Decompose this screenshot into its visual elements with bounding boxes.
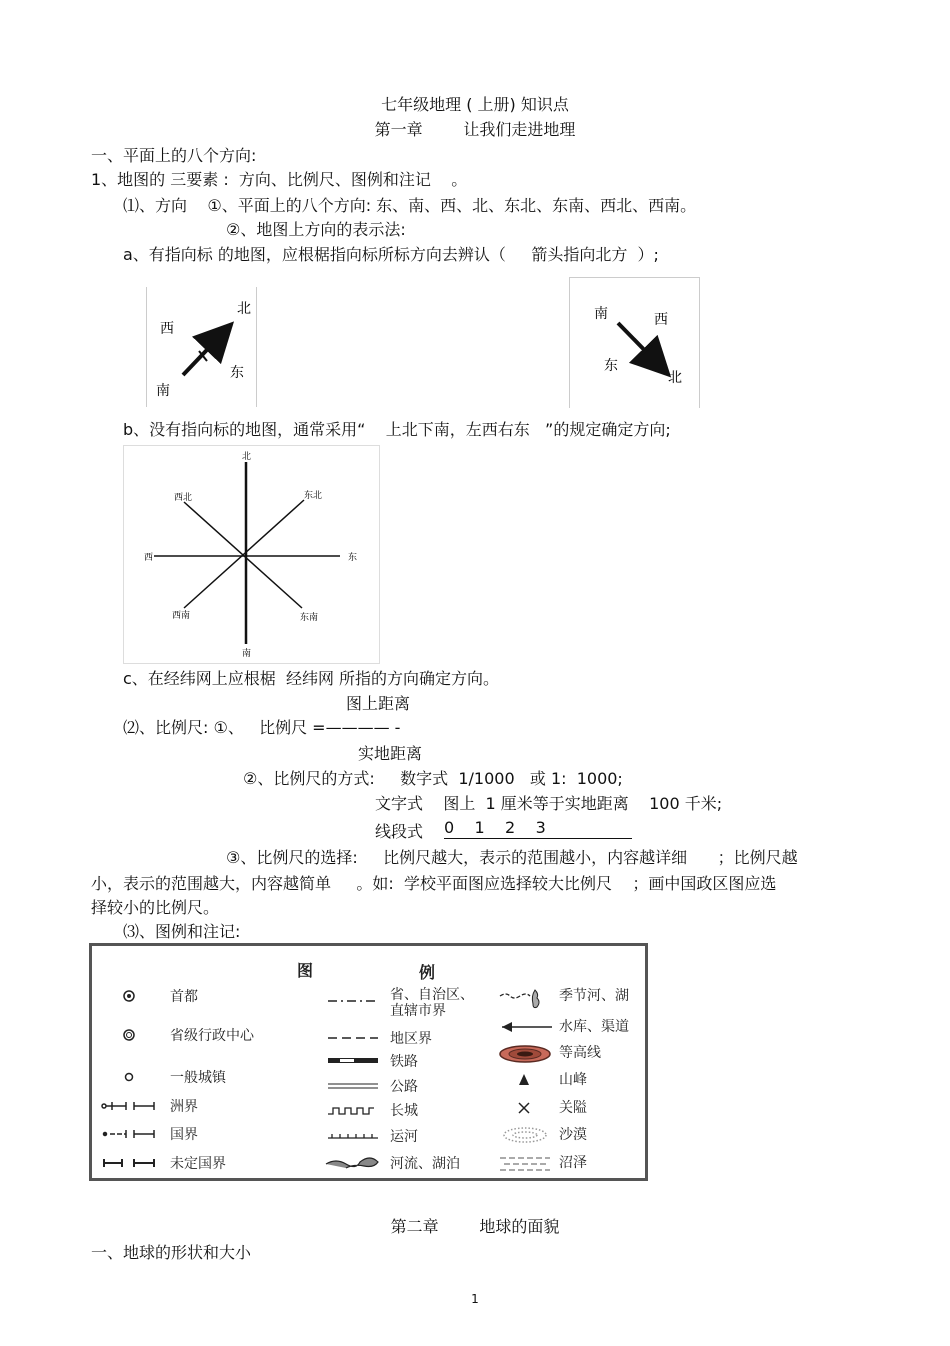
direction-line-2: ②、地图上方向的表示法: [226,220,406,239]
scale-selection-2: 小，表示的范围越大，内容越简单 。如: 学校平面图应选择较大比例尺 ；画中国政区图应选 [91,874,777,893]
map-legend [89,943,648,1181]
compass2-w: 西 [654,312,668,328]
rose-w: 西 [144,553,154,563]
legend-railway: 铁路 [390,1054,418,1070]
compass1-s: 南 [156,383,170,399]
legend-district-border: 地区界 [390,1031,432,1047]
compass1-w: 西 [160,321,174,337]
legend-town: 一般城镇 [170,1070,226,1086]
rose-nw: 西北 [174,493,193,503]
legend-seasonal-river: 季节河、湖 [559,988,629,1004]
legend-contour: 等高线 [559,1045,601,1061]
scale-bar: 0 1 2 3 [444,818,632,839]
legend-great-wall: 长城 [390,1103,418,1119]
compass-figure-2 [569,277,700,408]
legend-undetermined-border: 未定国界 [170,1156,226,1172]
rose-n: 北 [242,452,252,462]
legend-highway: 公路 [390,1079,418,1095]
legend-river-lake: 河流、湖泊 [390,1156,460,1172]
rose-sw: 西南 [172,611,191,621]
scale-form-text: 文字式 图上 1 厘米等于实地距离 100 千米; [375,794,723,813]
section1-heading: 一、平面上的八个方向: [91,146,257,165]
legend-capital: 首都 [170,989,198,1005]
legend-province-border: 省、自治区、 直辖市界 [390,987,474,1019]
rose-se: 东南 [300,613,319,623]
legend-peak: 山峰 [559,1072,587,1088]
direction-line-1: ⑴、方向 ①、平面上的八个方向: 东、南、西、北、东北、东南、西北、西南。 [123,196,697,215]
legend-desert: 沙漠 [559,1127,587,1143]
section2-heading: 一、地球的形状和大小 [91,1243,252,1262]
compass1-e: 东 [230,365,244,381]
direction-c: c、在经纬网上应根椐 经纬网 所指的方向确定方向。 [123,669,500,688]
rose-e: 东 [348,553,358,563]
scale-numerator: 图上距离 [346,694,411,713]
compass2-s: 南 [594,306,608,322]
direction-b: b、没有指向标的地图，通常采用“ 上北下南，左西右东 ”的规定确定方向; [123,420,671,439]
direction-a: a、有指向标 的地图，应根椐指向标所标方向去辨认（ 箭头指向北方 ）; [123,245,659,264]
scale-denominator: 实地距离 [358,744,423,763]
legend-canal: 运河 [390,1129,418,1145]
legend-swamp: 沼泽 [559,1155,587,1171]
rose-ne: 东北 [304,491,323,501]
chapter2-heading: 第二章 地球的面貌 [390,1217,560,1236]
compass1-n: 北 [237,301,251,317]
legend-reservoir: 水库、渠道 [559,1019,629,1035]
chapter1-heading: 第一章 让我们走进地理 [374,120,576,139]
scale-form-line-label: 线段式 [375,822,424,841]
scale-form-numeric: ②、比例尺的方式: 数字式 1/1000 或 1: 1000; [243,769,623,788]
north-arrow-icon-2 [618,323,660,366]
legend-symbols [92,946,645,1178]
compass2-e: 东 [604,358,618,374]
legend-head-1: 图 [297,961,314,980]
scale-selection-3: 择较小的比例尺。 [91,898,220,917]
legend-national-border: 国界 [170,1127,198,1143]
doc-title: 七年级地理 ( 上册) 知识点 [381,95,569,114]
scale-definition: ⑵、比例尺: ①、 比例尺 =———— - [123,718,401,737]
page-number: 1 [471,1292,479,1306]
legend-continent-border: 洲界 [170,1099,198,1115]
compass-figure-1 [146,287,257,407]
scale-selection-1: ③、比例尺的选择: 比例尺越大，表示的范围越小，内容越详细 ；比例尺越 [226,848,798,867]
legend-head-2: 例 [419,963,436,982]
legend-provincial-center: 省级行政中心 [170,1028,254,1044]
compass2-n: 北 [668,370,682,386]
rose-s: 南 [242,649,252,659]
legend-pass: 关隘 [559,1100,587,1116]
map-elements-line: 1、地图的 三要素 : 方向、比例尺、图例和注记 。 [91,170,468,189]
north-arrow-icon [183,333,223,375]
legend-heading: ⑶、图例和注记: [123,922,241,941]
compass-rose-figure [123,445,380,664]
